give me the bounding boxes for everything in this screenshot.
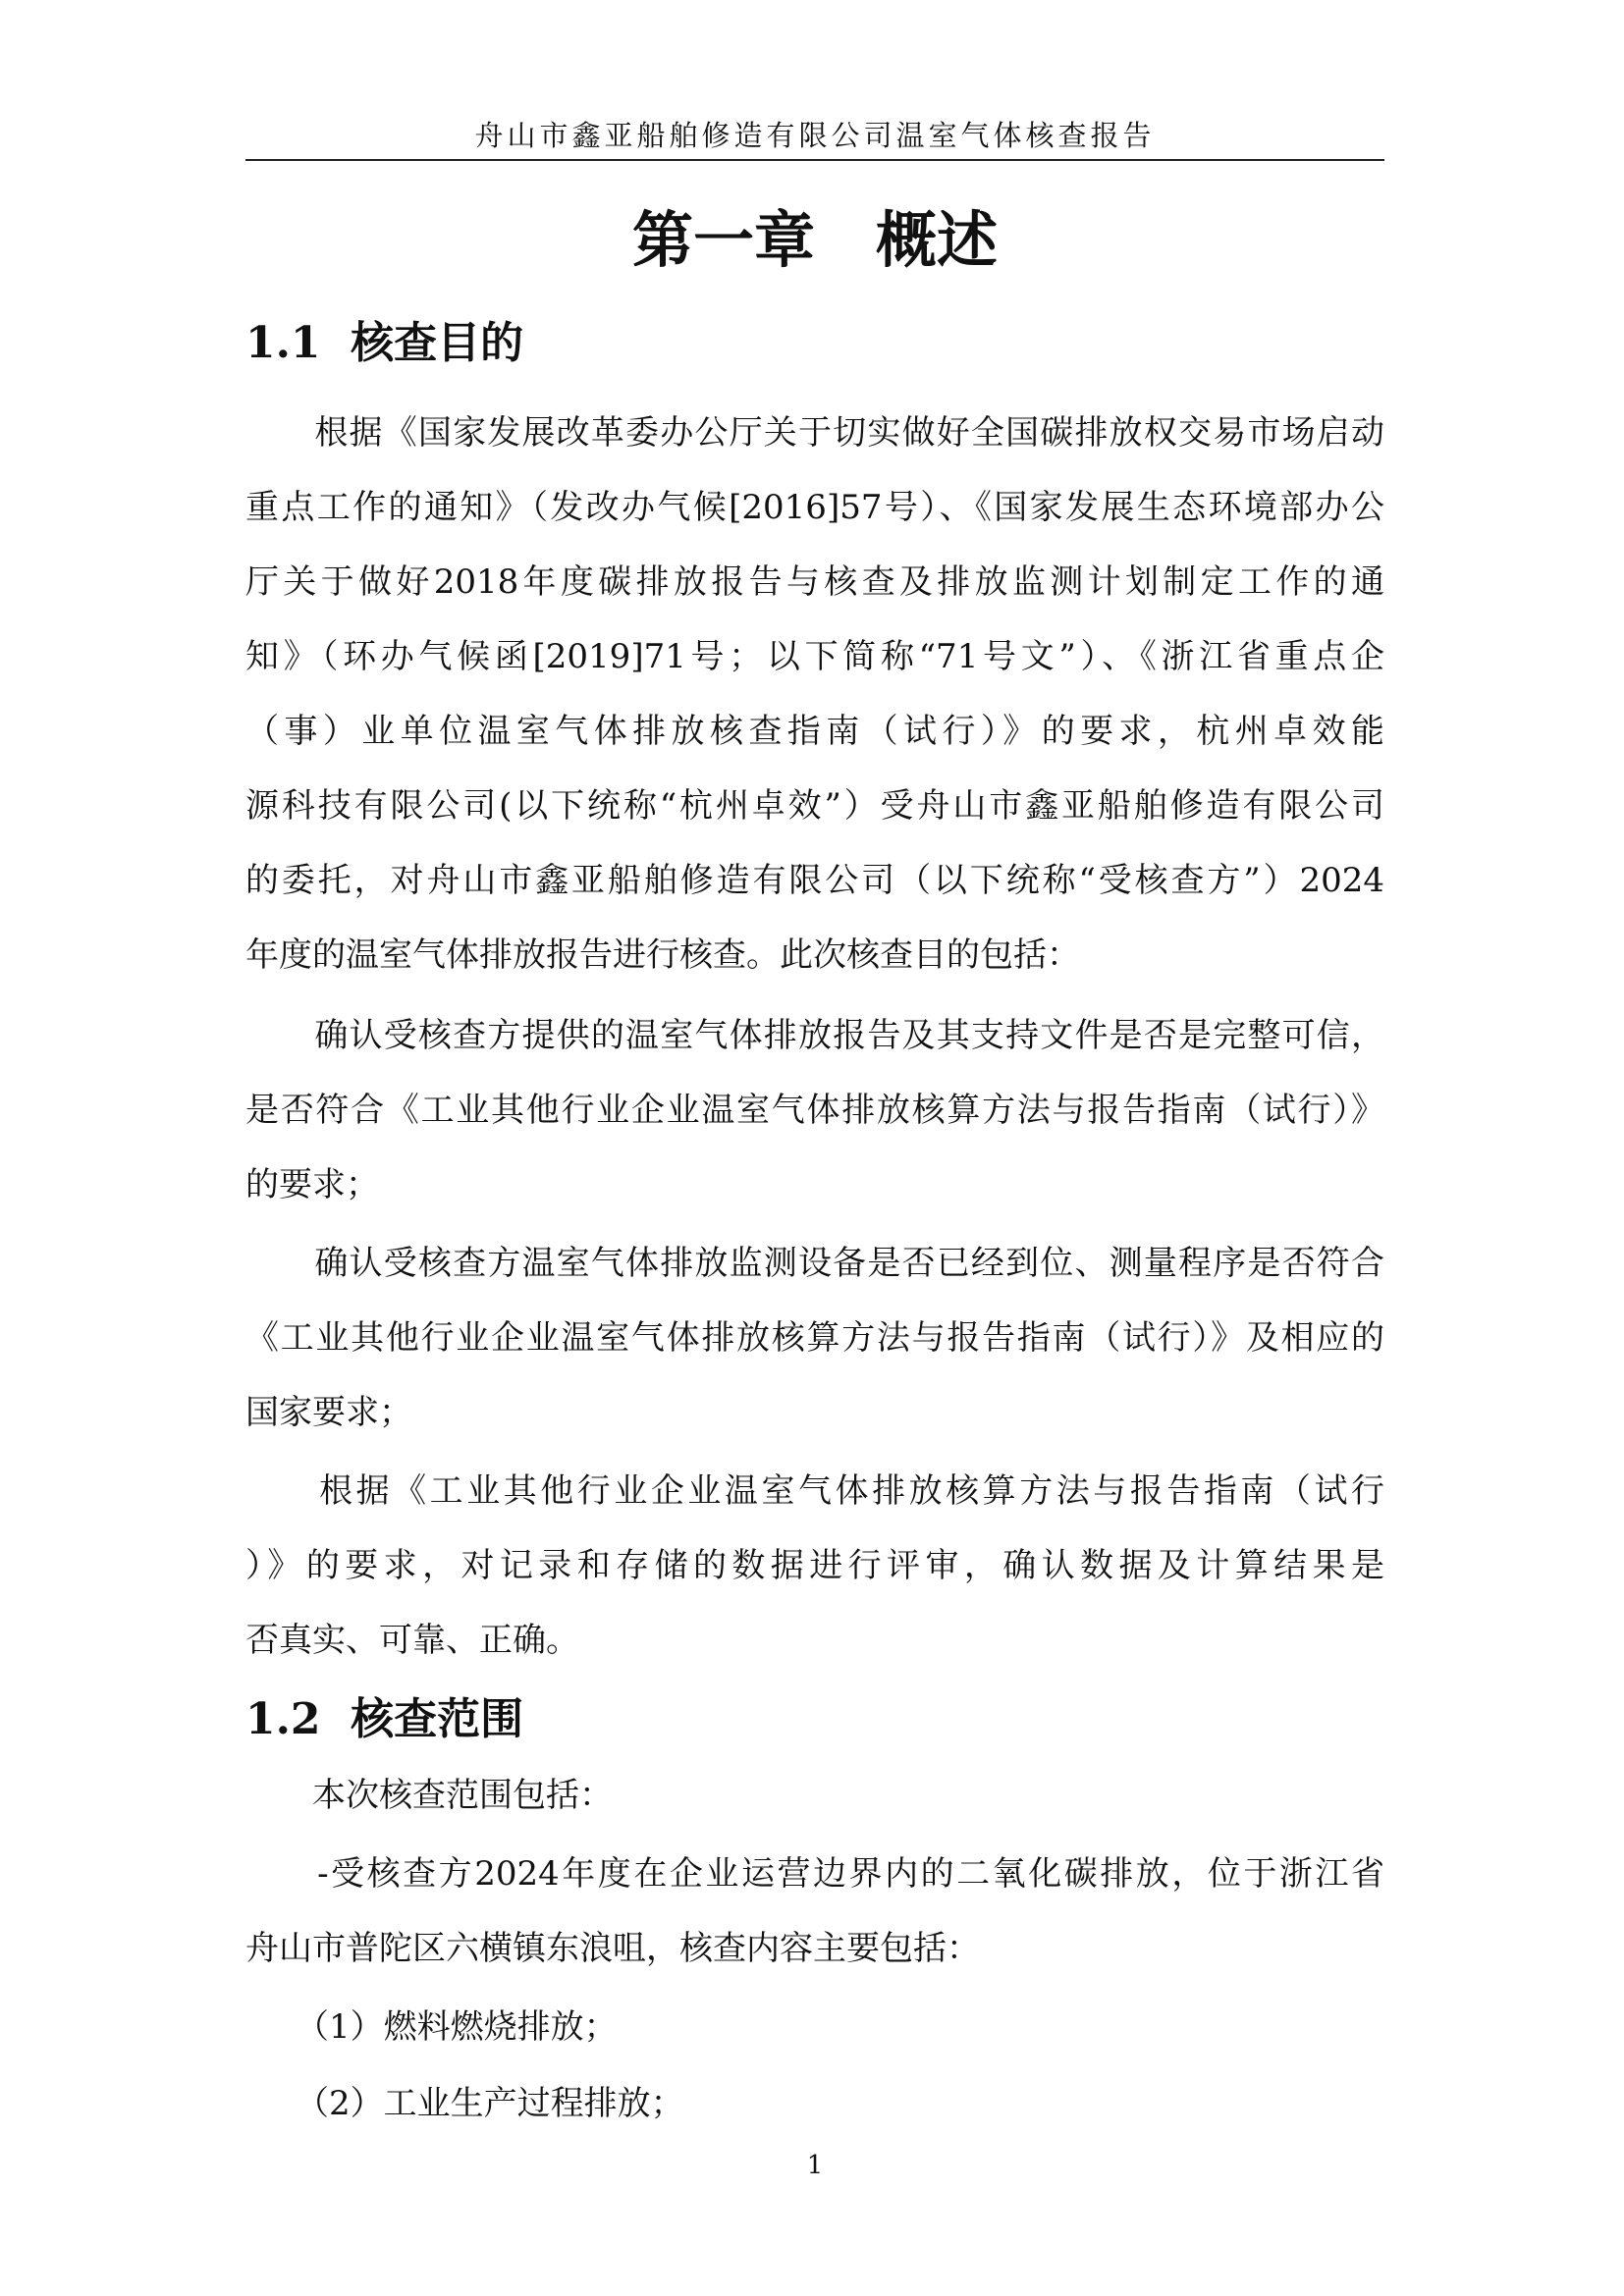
paragraph-line: 根据《国家发展改革委办公厅关于切实做好全国碳排放权交易市场启动 [245,413,1384,453]
paragraph-line: 否真实、可靠、正确。 [245,1621,579,1660]
list-item: （1）燃料燃烧排放； [245,2007,618,2047]
chapter-title: 第一章 概述 [631,204,998,276]
paragraph-line: 的委托，对舟山市鑫亚船舶修造有限公司（以下统称“受核查方”）2024 [245,861,1384,900]
paragraph-line: 根据《工业其他行业企业温室气体排放核算方法与报告指南（试行 [245,1471,1384,1511]
paragraph-line: 是否符合《工业其他行业企业温室气体排放核算方法与报告指南（试行）》 [245,1091,1384,1130]
list-item: （2）工业生产过程排放； [245,2084,684,2123]
paragraph-line: 知》（环办气候函[2019]71号；以下简称“71号文”）、《浙江省重点企 [245,637,1384,676]
paragraph-line: 确认受核查方提供的温室气体排放报告及其支持文件是否是完整可信， [245,1016,1384,1055]
paragraph-line: 重点工作的通知》（发改办气候[2016]57号）、《国家发展生态环境部办公 [245,488,1384,527]
paragraph-line: 确认受核查方温室气体排放监测设备是否已经到位、测量程序是否符合 [245,1244,1384,1283]
paragraph-line: 国家要求； [245,1393,412,1432]
paragraph-line: 的要求； [245,1165,379,1204]
running-header: 舟山市鑫亚船舶修造有限公司温室气体核查报告 [474,119,1156,152]
page-number: 1 [806,2151,824,2180]
paragraph-line: 本次核查范围包括： [245,1776,613,1815]
paragraph-line: -受核查方2024年度在企业运营边界内的二氧化碳排放，位于浙江省 [245,1854,1384,1894]
paragraph-line: 源科技有限公司(以下统称“杭州卓效”）受舟山市鑫亚船舶修造有限公司 [245,786,1384,826]
paragraph-line: 《工业其他行业企业温室气体排放核算方法与报告指南（试行）》及相应的 [245,1318,1384,1358]
paragraph-line: 厅关于做好2018年度碳排放报告与核查及排放监测计划制定工作的通 [245,562,1384,602]
paragraph-line: ）》的要求，对记录和存储的数据进行评审，确认数据及计算结果是 [245,1546,1384,1585]
section-heading-1-2: 1.2 核查范围 [245,1694,524,1744]
paragraph-line: 舟山市普陀区六横镇东浪咀，核查内容主要包括： [245,1929,980,1968]
paragraph-line: （事）业单位温室气体排放核查指南（试行）》的要求，杭州卓效能 [245,712,1384,751]
header-rule [245,159,1384,161]
section-heading-1-1: 1.1 核查目的 [245,318,524,368]
paragraph-line: 年度的温室气体排放报告进行核查。此次核查目的包括： [245,935,1080,975]
